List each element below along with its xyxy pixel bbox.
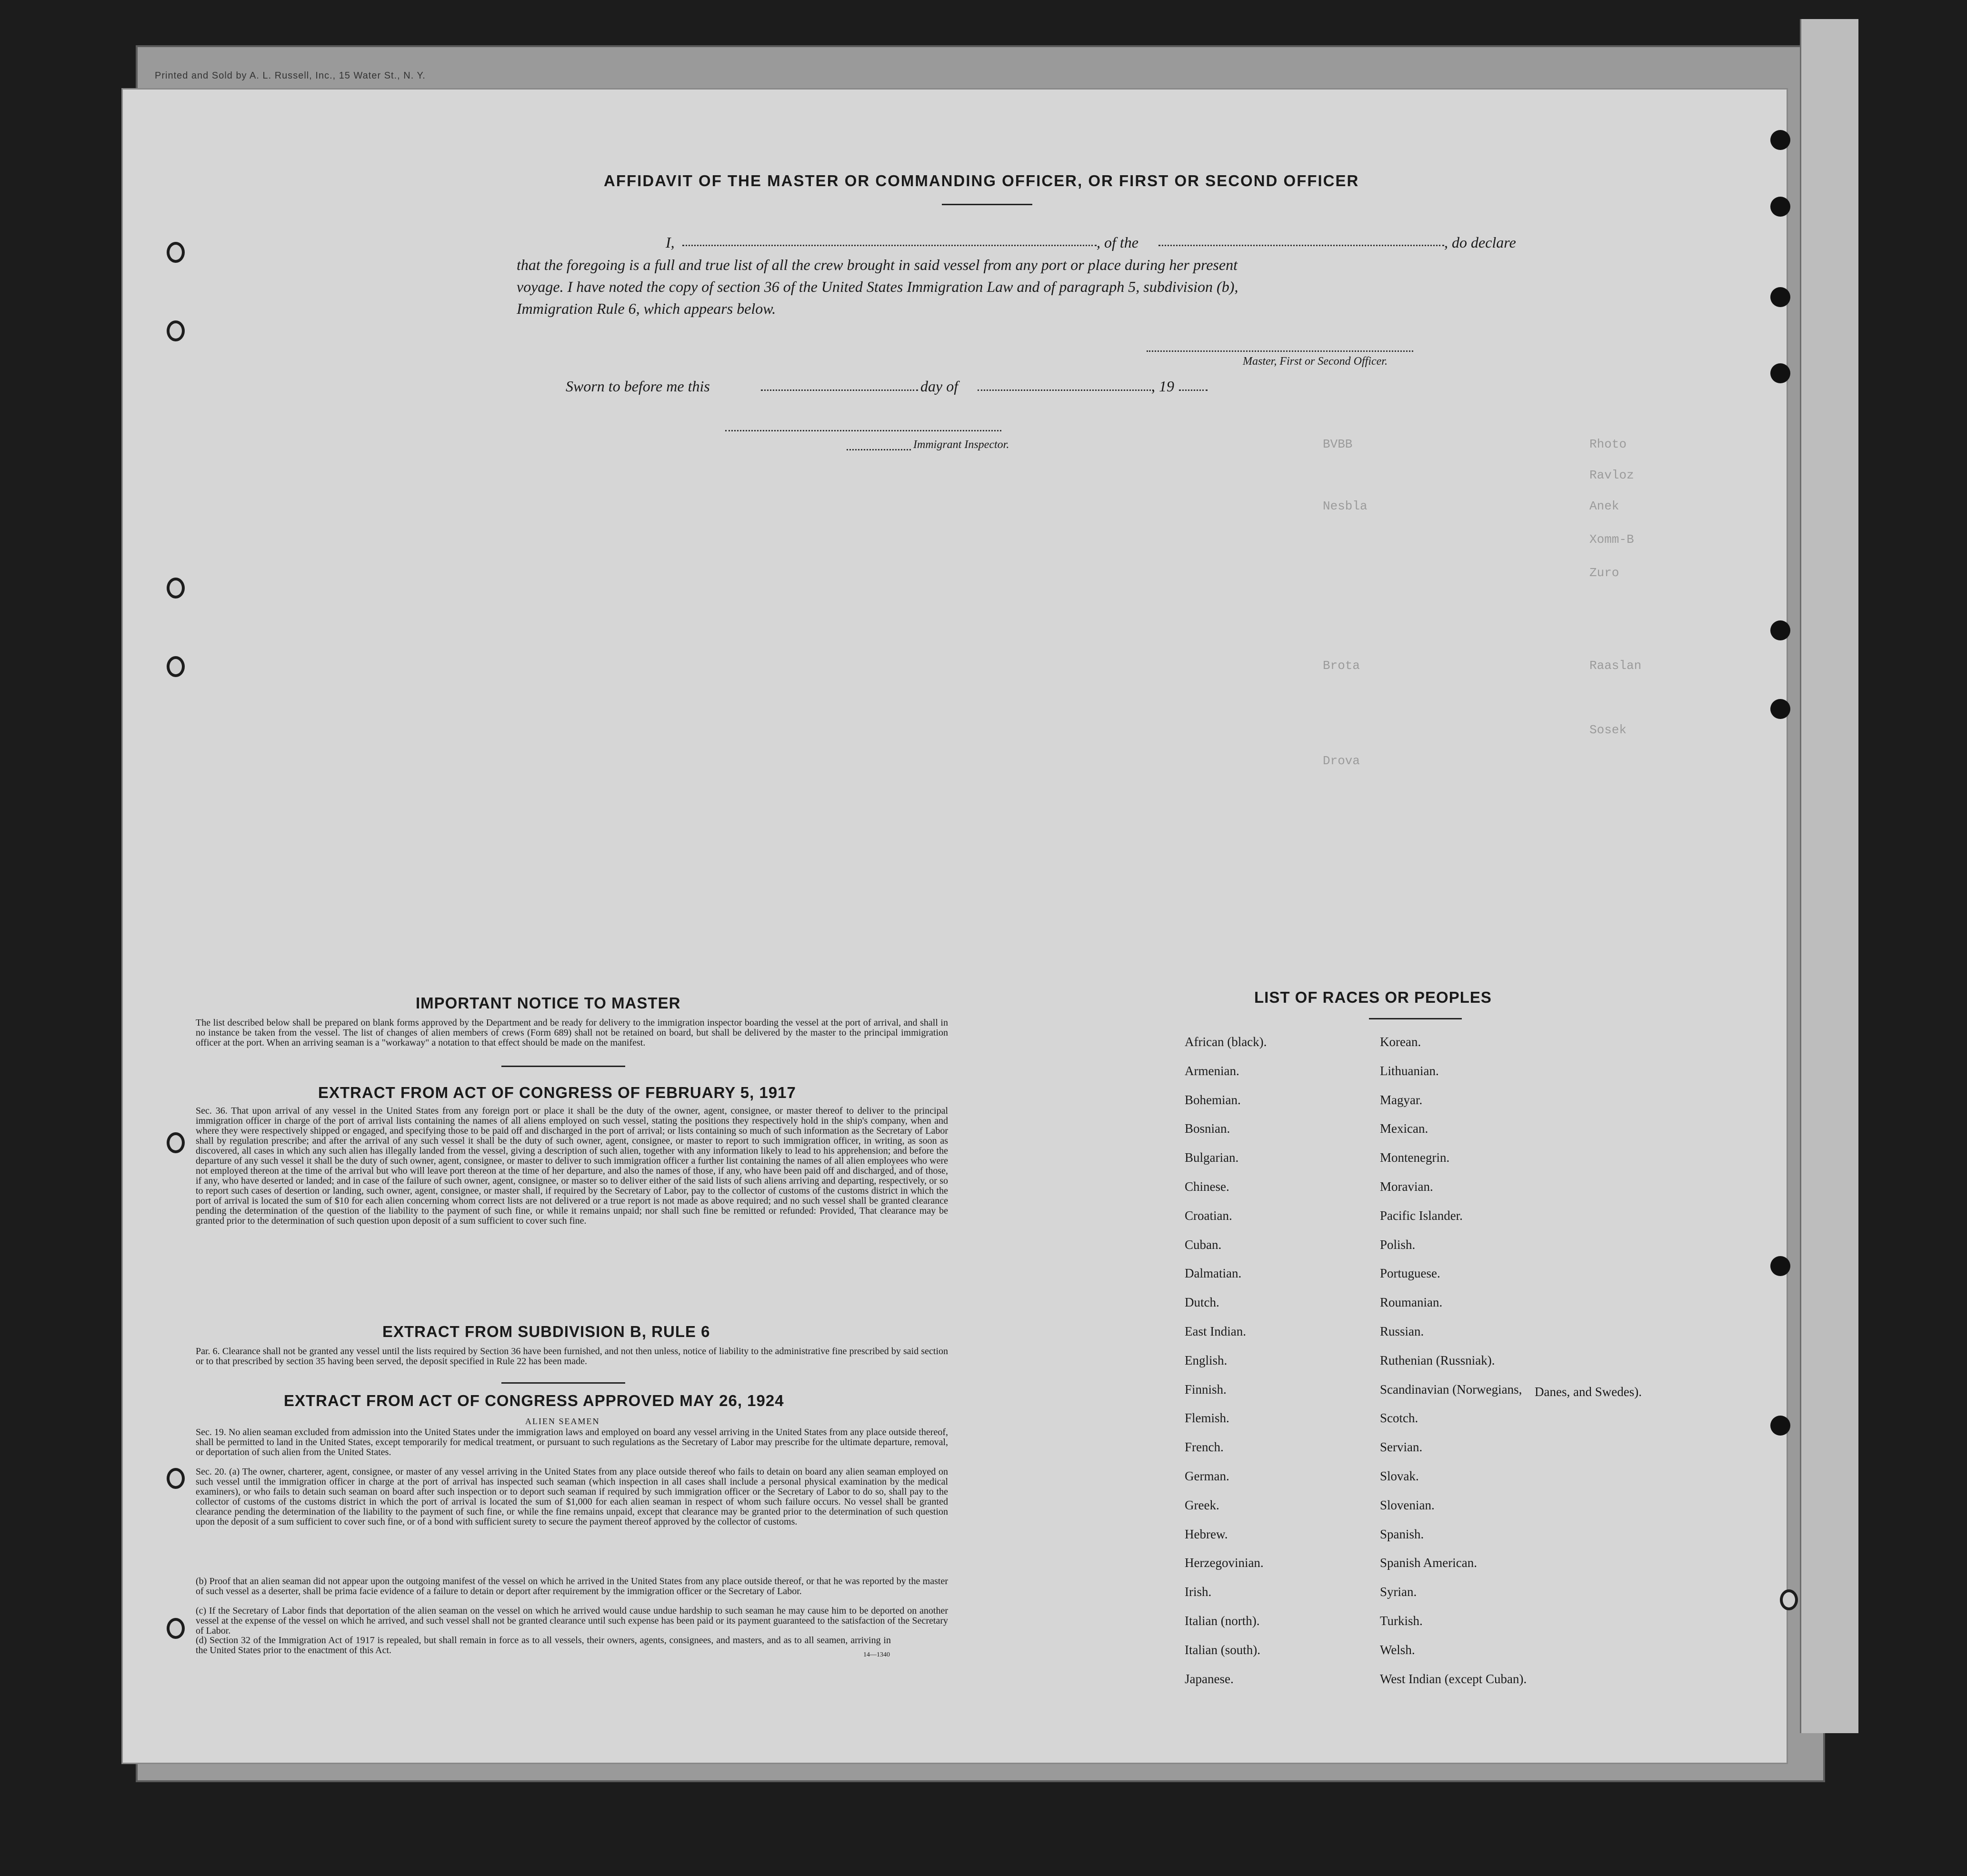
- binding-hole: [1770, 287, 1790, 307]
- race-item: Italian (north).: [1185, 1614, 1260, 1628]
- manifest-page: Rhoto Ravloz Anek Xomm-B Zuro Raaslan Sosek BVBB Nesbla Brota Drova AFFIDAVIT OF THE MASTER OR COMMANDING OFFICER, OR FIRST OR SECOND OFFICER I, , of the , do declare that the foregoing is a full and true list of all the crew brought in said vessel from any port or place during her present voyage. I have noted the copy of section 36 of the United States Immigration Law and of paragraph 5, subdivision (b), Immigration Rule 6, which appears below. Master, First or Second Officer. Sworn to before me this day of , 19 Immigrant Inspector. IMPORTANT NOTICE TO MASTER The list described below shall be prepared on blank forms approved by the Department and be ready for delivery to the immigration inspector boarding the vessel at the port of arrival, and shall in no instance be taken from the vessel. The list of changes of alien members of crews (Form 689) shall not be retained on board, but shall be delivered by the master to the principal immigration officer at the port. When an arriving seaman is a "workaway" a notation to that effect should be made on the manifest. EXTRACT FROM ACT OF CONGRESS OF FEBRUARY 5, 1917 Sec. 36. That upon arrival of any vessel in the United States from any foreign port or place it shall be the duty of the owner, agent, consignee, or master thereof to deliver to the principal immigration officer in charge of the port of arrival lists containing the names of all aliens employed on such vessel, stating the positions they respectively hold in the ship's company, when and where they were respectively shipped or engaged, and specifying those to be paid off and discharged in the port of arrival; or lists containing so much of such information as the Secretary of Labor shall by regulation prescribe; and after the arrival of any such vessel it shall be the duty of such owner, agent, consignee, or master to report to such immigration officer, in writing, as soon as discovered, all cases in which any such alien has illegally landed from the vessel, giving a description of such alien, together with any information likely to lead to his apprehension; and before the departure of any such vessel it shall be the duty of such owner, agent, consignee, or master to deliver to such immigration officer a further list containing the names of all alien employees who were not employed thereon at the time of the arrival but who will leave port thereon at the time of her departure, and also the names of those, if any, who have been paid off and discharged, and of those, if any, who have deserted or landed; and in case of the failure of such owner, agent, consignee, or master so to deliver either of the said lists of such aliens arriving and departing, respectively, or so to report such cases of desertion or landing, such owner, agent, consignee, or master shall, if required by the Secretary of Labor, pay to the collector of customs of the customs district in which the port of arrival is located the sum of $10 for each alien concerning whom correct lists are not delivered or a true report is not made as above required; and no such vessel shall be granted clearance pending the determination of the question of the liability to the payment of such fine, or while it remains unpaid; nor shall such fine be remitted or refunded: Provided, That clearance may be granted prior to the determination of such question upon deposit of a sum sufficient to cover such fine. EXTRACT FROM SUBDIVISION B, RULE 6 Par. 6. Clearance shall not be granted any vessel until the lists required by Section 36 have been furnished, and not then unless, notice of liability to the administrative fine prescribed by said section or to that prescribed by section 35 having been served, the deposit specified in Rule 22 has been made. EXTRACT FROM ACT OF CONGRESS APPROVED MAY 26, 1924 ALIEN SEAMEN Sec. 19. No alien seaman excluded from admission into the United States under the immigration laws and employed on board any vessel arriving in the United States from any place outside thereof, shall be permitted to land in the United States, except temporarily for medical treatment, or pursuant to such regulations as the Secretary of Labor may prescribe for the ultimate departure, removal, or deportation of such alien from the United States. Sec. 20. (a) The owner, charterer, agent, consignee, or master of any vessel arriving in the United States from any place outside thereof who fails to detain on board any alien seaman employed on such vessel until the immigration officer in charge at the port of arrival has inspected such seaman (which inspection in all cases shall include a personal physical examination by the medical examiners), or who fails to detain such seaman on board after such inspection or to deport such seaman if required by such immigration officer or the Secretary of Labor to do so, shall pay to the collector of customs of the customs district in which the port of arrival is located the sum of $1,000 for each alien seaman in respect of whom such failure occurs. No vessel shall be granted clearance pending the determination of the liability to the payment of such fine, or while the fine remains unpaid, except that clearance may be granted prior to the determination of such question upon the deposit of a sum sufficient to cover such fine, or of a bond with sufficient surety to secure the payment thereof approved by the collector of customs. (b) Proof that an alien seaman did not appear upon the outgoing manifest of the vessel on which he arrived in the United States from any place outside thereof, or that he was reported by the master of such vessel as a deserter, shall be prima facie evidence of a failure to detain or deport after requirement by the immigration officer or the Secretary of Labor. (c) If the Secretary of Labor finds that deportation of the alien seaman on the vessel on which he arrived would cause undue hardship to such seaman he may cause him to be deported on another vessel at the expense of the vessel on which he arrived, and such vessel shall not be granted clearance until such expense has been paid or its payment guaranteed to the satisfaction of the Secretary of Labor. (d) Section 32 of the Immigration Act of 1917 is repealed, but shall remain in force as to all vessels, their owners, agents, consignees, and masters, and as to all seamen, arriving in the United States prior to the enactment of this Act. 14—1340 LIST OF RACES OR PEOPLES Danes, and Swedes). African (black). Armenian. Bohemian. Bosnian. Bulgarian. Chinese. Croatian. Cuban. Dalmatian. Dutch. East Indian. English. Finnish. Flemish. French. German. Greek. Hebrew. Herzegovinian. Irish. Italian (north). Italian (south). Japanese. Korean. Lithuanian. Magyar. Mexican. Montenegrin. Moravian. Pacific Islander. Polish. Portuguese. Roumanian. Russian. Ruthenian (Russniak). Scandinavian (Norwegians, Scotch. Servian. Slovak. Slovenian. Spanish. Spanish American. Syrian. Turkish. Welsh. West Indian (except Cuban).: [121, 88, 1788, 1764]
- race-item: Scandinavian (Norwegians,: [1380, 1382, 1522, 1397]
- race-item: Mexican.: [1380, 1121, 1428, 1136]
- affidavit-body-line3: Immigration Rule 6, which appears below.: [517, 300, 776, 317]
- binding-hole: [1770, 1416, 1790, 1436]
- race-item: West Indian (except Cuban).: [1380, 1671, 1527, 1686]
- vessel-name-field[interactable]: [1158, 245, 1444, 246]
- race-item: Pacific Islander.: [1380, 1208, 1463, 1223]
- race-item: Montenegrin.: [1380, 1150, 1450, 1165]
- race-item: Servian.: [1380, 1440, 1423, 1455]
- binding-hole: [1770, 363, 1790, 383]
- affidavit-body-line1: that the foregoing is a full and true list of all the crew brought in said vessel from any port or place during her present: [517, 256, 1238, 273]
- title-rule: [942, 204, 1032, 205]
- extract-1917-title: EXTRACT FROM ACT OF CONGRESS OF FEBRUARY 5, 1917: [318, 1084, 796, 1101]
- races-rule: [1369, 1018, 1462, 1019]
- race-item: Bosnian.: [1185, 1121, 1230, 1136]
- race-item: Russian.: [1380, 1324, 1424, 1338]
- race-item: African (black).: [1185, 1035, 1267, 1049]
- race-item: Greek.: [1185, 1497, 1219, 1512]
- race-item: French.: [1185, 1440, 1224, 1455]
- race-item: Bulgarian.: [1185, 1150, 1239, 1165]
- binding-hole: [167, 1132, 185, 1153]
- race-item: Scotch.: [1380, 1411, 1418, 1426]
- binding-hole: [1770, 699, 1790, 719]
- binding-hole: [167, 656, 185, 677]
- affidavit-body-line2: voyage. I have noted the copy of section 36 of the United States Immigration Law and of paragraph 5, subdivision (b),: [517, 278, 1238, 295]
- race-item: East Indian.: [1185, 1324, 1246, 1338]
- inspector-label: Immigrant Inspector.: [913, 439, 1009, 451]
- race-item: Finnish.: [1185, 1382, 1227, 1397]
- race-item: Flemish.: [1185, 1411, 1229, 1426]
- race-item: Chinese.: [1185, 1179, 1229, 1194]
- race-item: Japanese.: [1185, 1671, 1234, 1686]
- officer-signature-field[interactable]: [1147, 350, 1413, 352]
- race-item: Croatian.: [1185, 1208, 1232, 1223]
- notice-text: The list described below shall be prepared on blank forms approved by the Department and be ready for delivery to the immigration inspector boarding the vessel at the port of arrival, and shall in no instance be taken from the vessel. The list of changes of alien members of crews (Form 689) shall not be retained on board, but shall be delivered by the master to the principal immigration officer at the port. When an arriving seaman is a "workaway" a notation to that effect should be made on the manifest.: [196, 1018, 948, 1048]
- race-scandinavian-continued: Danes, and Swedes).: [1535, 1385, 1642, 1399]
- race-item: Welsh.: [1380, 1642, 1415, 1657]
- printer-imprint: Printed and Sold by A. L. Russell, Inc., 15 Water St., N. Y.: [155, 70, 426, 81]
- race-item: Slovak.: [1380, 1469, 1419, 1483]
- race-item: German.: [1185, 1469, 1229, 1483]
- race-item: Roumanian.: [1380, 1295, 1443, 1310]
- sworn-label: Sworn to before me this: [566, 378, 710, 395]
- race-item: Slovenian.: [1380, 1497, 1435, 1512]
- inspector-signature-field-2: [847, 449, 911, 450]
- extract-1924-sec19: Sec. 19. No alien seaman excluded from admission into the United States under the immigration laws and employed on board any vessel arriving in the United States from any place outside thereof, shall be permitted to land in the United States, except temporarily for medical treatment, or pursuant to such regulations as the Secretary of Labor may prescribe for the ultimate departure, removal, or deportation of such alien from the United States.: [196, 1427, 948, 1457]
- races-title: LIST OF RACES OR PEOPLES: [1254, 988, 1492, 1006]
- race-item: Hebrew.: [1185, 1527, 1228, 1541]
- race-item: Ruthenian (Russniak).: [1380, 1353, 1495, 1367]
- binding-hole: [1770, 1256, 1790, 1276]
- extract-1924-subtitle: ALIEN SEAMEN: [525, 1417, 600, 1426]
- extract-1924-sec20a: Sec. 20. (a) The owner, charterer, agent, consignee, or master of any vessel arriving in the United States from any place outside thereof who fails to detain on board any alien seaman employed on such vessel until the immigration officer in charge at the port of arrival has inspected such seaman (which inspection in all cases shall include a personal physical examination by the medical examiners), or who fails to detain such seaman on board after such inspection or to deport such seaman if required by such immigration officer or the Secretary of Labor to do so, shall pay to the collector of customs of the customs district in which the port of arrival is located the sum of $1,000 for each alien seaman in respect of whom such failure occurs. No vessel shall be granted clearance pending the determination of the liability to the payment of such fine, or while the fine remains unpaid, except that clearance may be granted prior to the determination of such question upon the deposit of a sum sufficient to cover such fine, or of a bond with sufficient surety to secure the payment thereof approved by the collector of customs.: [196, 1467, 948, 1527]
- affidavit-do-declare-label: , do declare: [1444, 234, 1516, 251]
- year-label: , 19: [1151, 378, 1174, 395]
- race-item: English.: [1185, 1353, 1228, 1367]
- binding-hole: [1780, 1589, 1798, 1610]
- race-item: Turkish.: [1380, 1614, 1423, 1628]
- sworn-year-field[interactable]: [1179, 389, 1208, 391]
- extract-rule6-title: EXTRACT FROM SUBDIVISION B, RULE 6: [382, 1323, 710, 1340]
- extract-rule6-text: Par. 6. Clearance shall not be granted any vessel until the lists required by Section 36 have been furnished, and not then unless, notice of liability to the administrative fine prescribed by said section or to that prescribed by section 35 having been served, the deposit specified in Rule 22 has been made.: [196, 1346, 948, 1367]
- extract-1924-title: EXTRACT FROM ACT OF CONGRESS APPROVED MAY 26, 1924: [284, 1392, 784, 1409]
- affidavit-of-the-label: , of the: [1097, 234, 1138, 251]
- race-item: Spanish.: [1380, 1527, 1424, 1541]
- race-item: Armenian.: [1185, 1063, 1239, 1078]
- binding-hole: [167, 320, 185, 341]
- race-item: Magyar.: [1380, 1092, 1423, 1107]
- back-sheet-edge: [1800, 19, 1858, 1733]
- section-rule: [501, 1066, 625, 1067]
- race-item: Herzegovinian.: [1185, 1556, 1264, 1570]
- race-item: Polish.: [1380, 1237, 1416, 1252]
- binding-hole: [167, 578, 185, 599]
- race-item: Spanish American.: [1380, 1556, 1477, 1570]
- race-item: Korean.: [1380, 1035, 1421, 1049]
- race-item: Cuban.: [1185, 1237, 1222, 1252]
- race-item: Lithuanian.: [1380, 1063, 1439, 1078]
- race-item: Irish.: [1185, 1585, 1212, 1599]
- race-item: Italian (south).: [1185, 1642, 1260, 1657]
- notice-title: IMPORTANT NOTICE TO MASTER: [416, 994, 681, 1012]
- binding-hole: [167, 1618, 185, 1639]
- section-rule: [501, 1382, 625, 1384]
- extract-1924-sec20d: (d) Section 32 of the Immigration Act of 1917 is repealed, but shall remain in force as to all vessels, their owners, agents, consignees, and masters, and as to all seamen, arriving in the United States prior to the enactment of this Act.: [196, 1635, 891, 1656]
- extract-1924-sec20b: (b) Proof that an alien seaman did not appear upon the outgoing manifest of the vessel on which he arrived in the United States from any place outside thereof, or that he was reported by the master of such vessel as a deserter, shall be prima facie evidence of a failure to detain or deport after requirement by the immigration officer or the Secretary of Labor.: [196, 1576, 948, 1597]
- sworn-month-field[interactable]: [978, 389, 1154, 391]
- race-item: Bohemian.: [1185, 1092, 1241, 1107]
- form-number: 14—1340: [863, 1651, 890, 1658]
- race-item: Moravian.: [1380, 1179, 1433, 1194]
- extract-1924-sec20c: (c) If the Secretary of Labor finds that deportation of the alien seaman on the vessel on which he arrived would cause undue hardship to such seaman he may cause him to be deported on another vessel at the expense of the vessel on which he arrived, and such vessel shall not be granted clearance until such expense has been paid or its payment guaranteed to the satisfaction of the Secretary of Labor.: [196, 1606, 948, 1636]
- race-item: Dutch.: [1185, 1295, 1219, 1310]
- race-item: Dalmatian.: [1185, 1266, 1242, 1281]
- inspector-signature-field[interactable]: [725, 430, 1001, 431]
- officer-signature-label: Master, First or Second Officer.: [1243, 355, 1388, 368]
- race-item: Syrian.: [1380, 1585, 1417, 1599]
- binding-hole: [167, 242, 185, 263]
- binding-hole: [1770, 130, 1790, 150]
- binding-hole: [1770, 620, 1790, 640]
- master-name-field[interactable]: [682, 245, 1097, 246]
- race-item: Portuguese.: [1380, 1266, 1440, 1281]
- day-of-label: day of: [920, 378, 959, 395]
- binding-hole: [1770, 197, 1790, 217]
- affidavit-i-label: I,: [666, 234, 675, 251]
- affidavit-title: AFFIDAVIT OF THE MASTER OR COMMANDING OFFICER, OR FIRST OR SECOND OFFICER: [604, 172, 1359, 190]
- sworn-day-field[interactable]: [761, 389, 918, 391]
- binding-hole: [167, 1468, 185, 1489]
- extract-1917-text: Sec. 36. That upon arrival of any vessel in the United States from any foreign port or place it shall be the duty of the owner, agent, consignee, or master thereof to deliver to the principal immigration officer in charge of the port of arrival lists containing the names of all aliens employed on such vessel, stating the positions they respectively hold in the ship's company, when and where they were respectively shipped or engaged, and specifying those to be paid off and discharged in the port of arrival; or lists containing so much of such information as the Secretary of Labor shall by regulation prescribe; and after the arrival of any such vessel it shall be the duty of such owner, agent, consignee, or master to report to such immigration officer, in writing, as soon as discovered, all cases in which any such alien has illegally landed from the vessel, giving a description of such alien, together with any information likely to lead to his apprehension; and before the departure of any such vessel it shall be the duty of such owner, agent, consignee, or master to deliver to such immigration officer a further list containing the names of all alien employees who were not employed thereon at the time of the arrival but who will leave port thereon at the time of her departure, and also the names of those, if any, who have been paid off and discharged, and of those, if any, who have deserted or landed; and in case of the failure of such owner, agent, consignee, or master so to deliver either of the said lists of such aliens arriving and departing, respectively, or so to report such cases of desertion or landing, such owner, agent, consignee, or master shall, if required by the Secretary of Labor, pay to the collector of customs of the customs district in which the port of arrival is located the sum of $10 for each alien concerning whom correct lists are not delivered or a true report is not made as above required; and no such vessel shall be granted clearance pending the determination of the question of the liability to the payment of such fine, or while it remains unpaid; nor shall such fine be remitted or refunded: Provided, That clearance may be granted prior to the determination of such question upon deposit of a sum sufficient to cover such fine.: [196, 1106, 948, 1226]
